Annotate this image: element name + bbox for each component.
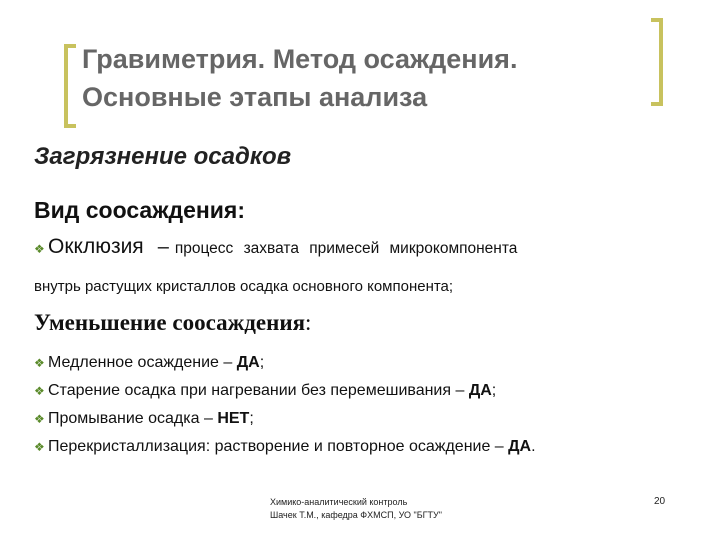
bullet-icon: ❖ <box>34 440 45 454</box>
bullet-icon: ❖ <box>34 356 45 370</box>
list-item <box>34 405 694 433</box>
bullet-icon: ❖ <box>34 412 45 426</box>
slide-title: Гравиметрия. Метод осаждения. Основные этапы анализа <box>82 44 518 112</box>
title-bracket-right <box>651 18 663 106</box>
list-item <box>34 433 694 461</box>
coprecipitation-heading: Вид соосаждения: <box>34 197 245 223</box>
reduction-heading-text: Уменьшение соосаждения <box>34 310 306 335</box>
list-item-end: ; <box>249 410 254 428</box>
list-item-text: Перекристаллизация: растворение и повторное осаждение – <box>48 438 509 456</box>
list-item <box>34 377 694 405</box>
slide-footer <box>270 496 442 522</box>
footer-line-1: Химико-аналитический контроль <box>270 497 408 507</box>
list-item <box>34 349 694 377</box>
list-item-text: Медленное осаждение – <box>48 354 237 372</box>
occlusion-dash: – <box>157 236 169 258</box>
bullet-icon: ❖ <box>34 384 45 398</box>
slide-subtitle: Загрязнение осадков <box>34 143 292 170</box>
occlusion-definition-continued: внутрь растущих кристаллов осадка основного компонента; <box>34 278 454 295</box>
bullet-icon: ❖ <box>34 241 45 256</box>
reduction-heading-colon: : <box>305 310 312 335</box>
list-item-end: ; <box>259 354 265 372</box>
list-item-end: ; <box>491 382 497 400</box>
list-item-text: Старение осадка при нагревании без перемешивания – <box>48 382 469 400</box>
occlusion-line <box>34 236 684 260</box>
list-item-end: . <box>531 438 536 456</box>
list-item-answer: ДА <box>236 354 260 372</box>
list-item-answer: НЕТ <box>217 410 250 428</box>
reduction-heading <box>34 310 311 336</box>
page-number: 20 <box>654 496 666 507</box>
footer-line-2: Шачек Т.М., кафедра ФХМСП, УО "БГТУ" <box>270 510 442 520</box>
list-item-text: Промывание осадка – <box>48 410 218 428</box>
occlusion-term: Окклюзия <box>48 235 144 258</box>
occlusion-definition: процесс захвата примесей микрокомпонента <box>174 240 518 257</box>
title-bracket-left <box>64 44 76 128</box>
list-item-answer: ДА <box>508 438 532 456</box>
list-item-answer: ДА <box>468 382 492 400</box>
reduction-list <box>34 349 694 461</box>
